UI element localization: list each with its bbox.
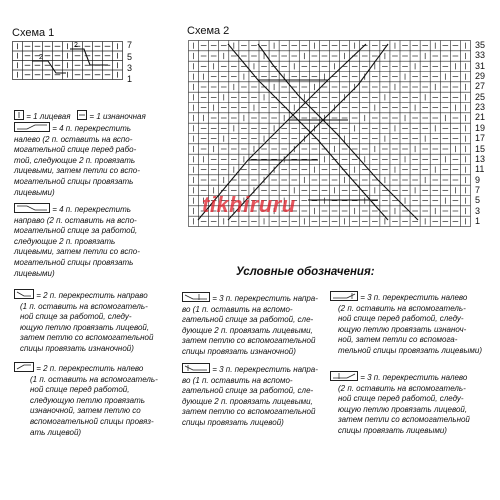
- row-number: 7: [127, 40, 133, 50]
- row-number: 35: [475, 40, 486, 50]
- row-number: 19: [475, 122, 486, 133]
- cross2-left-symbol-icon: [14, 362, 34, 372]
- legend-cross2-left: = 2 п. перекрестить налево (1 п. оставить на вспомогатель- ной спице перед работой, следующую петлю провязать изнаночной, затем петлю со вспомогательной спицы провяз- ать лицевой): [14, 362, 176, 438]
- row-number: 11: [475, 164, 485, 175]
- row-number: 33: [475, 50, 486, 61]
- row-number: 21: [475, 112, 486, 123]
- cross2-right-symbol-icon: [14, 289, 34, 299]
- legend-cross3-right-b: = 3 п. перекрестить напра- во (1 п. оставить на вспомо- гательной спице за работой, сле- дующие 2 п. провязать лицевыми, затем петлю со вспомогательной спицы провязать лицевой): [182, 365, 318, 427]
- cross3-right-b-symbol-icon: [182, 363, 210, 373]
- cross4-right-symbol-icon: [14, 203, 50, 213]
- row-number: 3: [475, 205, 481, 216]
- legend-cross3-left-a: = 3 п. перекрестить налево (2 п. оставить на вспомогатель- ной спице перед работой, следу- ющую петлю провязать изнаноч- ной, затем петли со вспомога- тельной спицы провязать лицевыми): [330, 291, 498, 357]
- row-number: 3: [127, 63, 133, 73]
- row-number: 9: [475, 174, 481, 185]
- scheme1-cable-line: [32, 61, 66, 73]
- conventions-heading: Условные обозначения:: [236, 266, 375, 278]
- cross3-left-a-symbol-icon: [330, 291, 358, 301]
- row-number: 29: [475, 71, 486, 82]
- row-number: 31: [475, 60, 486, 71]
- watermark: tikhiruru: [202, 192, 296, 217]
- cross3-left-b-symbol-icon: [330, 371, 358, 381]
- row-number: 25: [475, 91, 486, 102]
- scheme1-chart: [12, 41, 124, 81]
- row-number: 15: [475, 143, 486, 154]
- legend-cross4-right: = 4 п. перекрестить направо (2 п. оставить на вспо- могательной спице за работой, следующие 2 п. провязать лицевыми, затем петли со вспо- могательной спицы провязать лицевыми): [14, 205, 140, 278]
- scheme1-title: Схема 1: [12, 27, 55, 39]
- cross3-right-a-symbol-icon: [182, 292, 210, 302]
- row-number: 17: [475, 133, 486, 144]
- knit-symbol-icon: [14, 110, 24, 120]
- row-number: 5: [475, 195, 481, 206]
- legend-cross3-right-a: = 3 п. перекрестить напра- во (1 п. оставить на вспомо- гательной спице за работой, сле- дующие 2 п. провязать лицевыми, затем петлю со вспомогательной спицы провязать изнаночной): [182, 294, 318, 356]
- scheme1-cell-symbol: 2: [39, 54, 43, 61]
- row-number: 1: [475, 215, 481, 226]
- row-number: 5: [127, 52, 133, 62]
- cross4-left-symbol-icon: [14, 122, 50, 132]
- purl-symbol-icon: [77, 110, 87, 120]
- row-number: 7: [475, 184, 481, 195]
- row-number: 27: [475, 81, 486, 92]
- legend-cross3-left-b: = 3 п. перекрестить налево (2 п. оставить на вспомогатель- ной спице перед работой, следу- ющую петлю провязать лицевой, затем петли со вспомогательной спицы провязать лицевыми): [330, 371, 498, 437]
- scheme1-cell-symbol: 2: [74, 42, 78, 49]
- legend-cross2-right: = 2 п. перекрестить направо (1 п. оставить на вспомогатель- ной спице за работой, следу- ющую петлю провязать лицевой, затем петлю со вспомогательной спицы провязать изнаночной): [14, 289, 176, 355]
- row-number: 1: [127, 74, 133, 84]
- legend-cross4-left: = 4 п. перекрестить налево (2 п. оставить на вспо- могательной спице перед рабо- той, следующие 2 п. провязать лицевыми, затем петли со вспо- могательной спицы провязать лицевыми): [14, 124, 140, 197]
- scheme2-title: Схема 2: [187, 25, 230, 37]
- row-number: 23: [475, 102, 486, 113]
- legend-knit: = 1 лицевая = 1 изнаночная: [14, 110, 184, 123]
- row-number: 13: [475, 153, 486, 164]
